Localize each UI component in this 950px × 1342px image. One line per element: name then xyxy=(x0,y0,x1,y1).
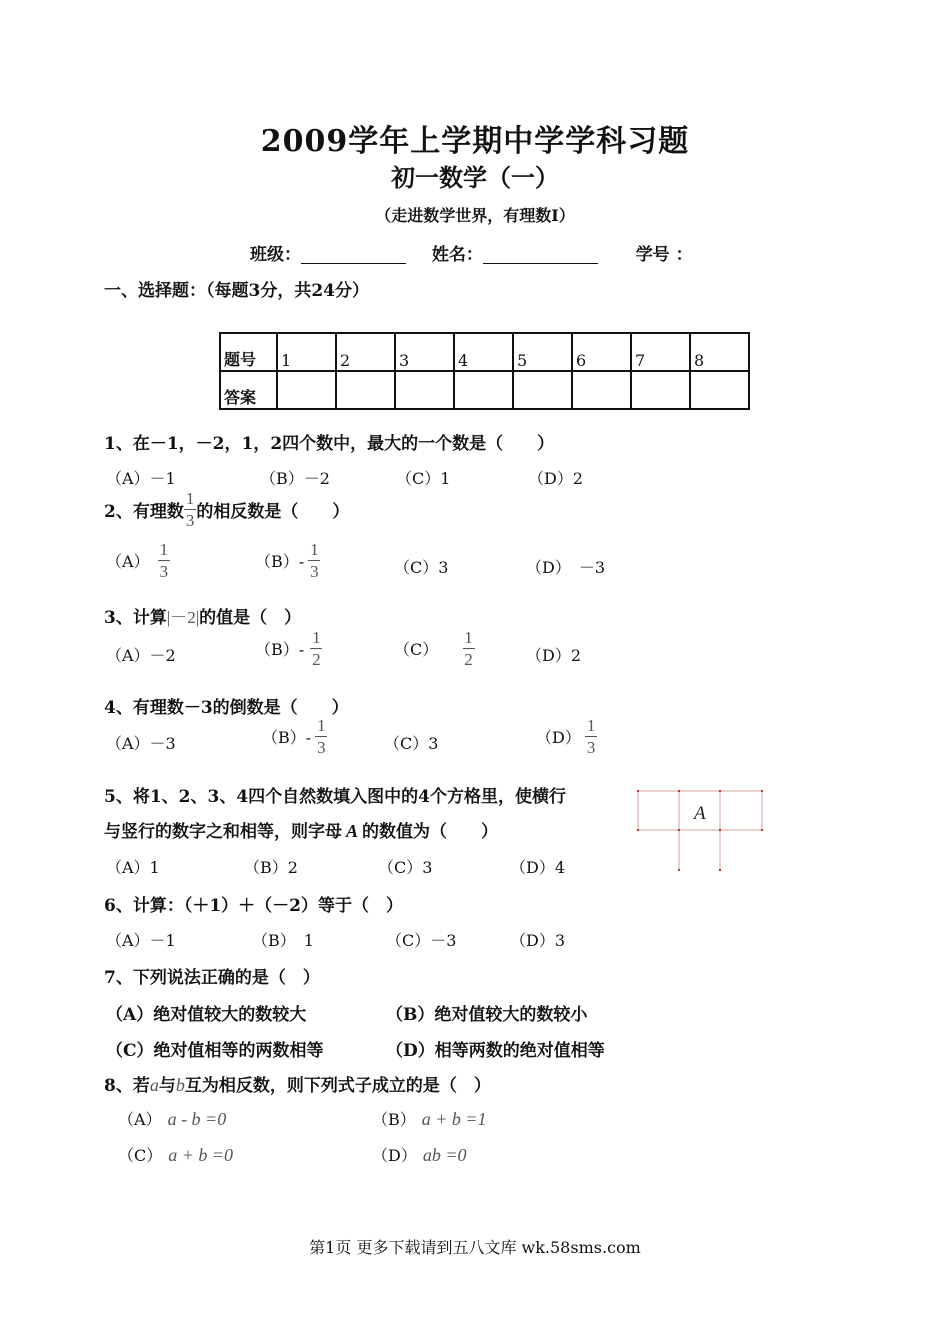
q6-option-b[interactable]: （B） 1 xyxy=(252,931,314,950)
frac-num: 1 xyxy=(464,628,473,647)
q8-option-b[interactable] xyxy=(372,1107,487,1130)
q8-stem-mid: 与 xyxy=(158,1076,176,1096)
q8-option-d-label: （D） xyxy=(372,1146,417,1165)
table-row xyxy=(220,333,749,371)
q6-option-c[interactable]: （C）－3 xyxy=(386,931,457,950)
page-subtitle: 初一数学（一） xyxy=(391,163,559,192)
q8-option-d-expr: ab =0 xyxy=(422,1145,467,1165)
q4-option-c[interactable]: （C）3 xyxy=(384,734,439,753)
q4-option-a[interactable]: （A）－3 xyxy=(106,734,176,753)
section-heading: 一、选择题：（每题3分，共24分） xyxy=(104,281,369,301)
frac-num: 1 xyxy=(159,540,169,559)
frac-den: 3 xyxy=(586,738,596,757)
frac-num: 1 xyxy=(586,716,596,735)
question-7-stem: 7、下列说法正确的是（ ） xyxy=(104,968,320,988)
question-number-cell: 3 xyxy=(395,333,454,371)
answer-cell[interactable] xyxy=(690,371,749,409)
q2-option-b-label: （B）- xyxy=(255,552,305,571)
fraction-one-half xyxy=(462,629,475,668)
q5-option-a[interactable]: （A）1 xyxy=(106,858,160,877)
variable-b: b xyxy=(175,1075,185,1095)
frac-den: 3 xyxy=(317,738,326,757)
question-8-stem xyxy=(104,1071,491,1096)
frac-num: 1 xyxy=(185,489,195,508)
question-number-cell: 6 xyxy=(572,333,631,371)
name-blank[interactable] xyxy=(483,247,598,264)
frac-den: 2 xyxy=(312,650,321,669)
q1-option-b[interactable]: （B）－2 xyxy=(260,469,330,488)
q8-stem-pre: 8、若 xyxy=(104,1076,150,1096)
fraction-one-half xyxy=(310,629,323,668)
q4-option-b[interactable] xyxy=(262,717,328,756)
q7-option-d[interactable]: （D）相等两数的绝对值相等 xyxy=(386,1041,605,1061)
q2-option-a[interactable] xyxy=(106,541,170,580)
frac-den: 3 xyxy=(159,562,169,581)
q7-option-c[interactable]: （C）绝对值相等的两数相等 xyxy=(106,1041,324,1061)
frac-num: 1 xyxy=(317,716,326,735)
answer-cell[interactable] xyxy=(513,371,572,409)
q3-option-c-label: （C） xyxy=(394,640,439,659)
frac-den: 2 xyxy=(464,650,473,669)
q1-option-a[interactable]: （A）－1 xyxy=(106,469,176,488)
q5-option-b[interactable]: （B）2 xyxy=(244,858,298,877)
page-footer: 第1页 更多下载请到五八文库 wk.58sms.com xyxy=(309,1238,641,1257)
question-number-cell: 5 xyxy=(513,333,572,371)
answer-cell[interactable] xyxy=(454,371,513,409)
question-number-cell: 2 xyxy=(336,333,395,371)
q8-option-b-label: （B） xyxy=(372,1110,416,1129)
number-label: 学号 ： xyxy=(635,245,693,265)
q8-stem-post: 互为相反数，则下列式子成立的是（ ） xyxy=(184,1076,491,1096)
q2-option-c[interactable]: （C）3 xyxy=(394,558,449,577)
page-title: 2009学年上学期中学学科习题 xyxy=(260,124,690,159)
q8-option-a-label: （A） xyxy=(118,1110,162,1129)
grid-letter-a: A xyxy=(694,803,706,824)
table-row xyxy=(220,371,749,409)
question-3-stem xyxy=(104,603,301,628)
question-4-stem: 4、有理数－3的倒数是（ ） xyxy=(104,698,349,718)
fraction-one-third xyxy=(184,490,197,529)
q8-option-a-expr: a - b =0 xyxy=(167,1109,227,1129)
variable-a: a xyxy=(149,1075,159,1095)
q8-option-a[interactable] xyxy=(118,1107,226,1130)
q4-option-b-label: （B）- xyxy=(262,728,312,747)
q5-option-c[interactable]: （C）3 xyxy=(378,858,433,877)
fraction-one-third xyxy=(158,541,171,580)
q8-option-b-expr: a + b =1 xyxy=(421,1109,487,1129)
table-header-cell: 答案 xyxy=(220,371,277,409)
answer-table xyxy=(219,332,750,410)
q3-stem-post: 的值是（ ） xyxy=(199,608,302,628)
q4-option-d[interactable] xyxy=(536,717,597,756)
q2-stem-pre: 2、有理数 xyxy=(104,502,184,522)
fraction-one-third xyxy=(585,717,598,756)
q3-stem-pre: 3、计算 xyxy=(104,608,167,628)
answer-cell[interactable] xyxy=(631,371,690,409)
q6-option-d[interactable]: （D）3 xyxy=(510,931,566,950)
student-info xyxy=(250,240,693,265)
letter-a: A xyxy=(346,821,359,841)
q2-option-a-label: （A） xyxy=(106,552,150,571)
fraction-one-third xyxy=(308,541,321,580)
q6-option-a[interactable]: （A）－1 xyxy=(106,931,176,950)
table-header-cell: 题号 xyxy=(220,333,277,371)
q4-option-d-label: （D） xyxy=(536,728,581,747)
q8-option-c[interactable] xyxy=(118,1143,233,1166)
frac-den: 3 xyxy=(185,511,195,530)
q1-option-c[interactable]: （C）1 xyxy=(396,469,451,488)
answer-cell[interactable] xyxy=(395,371,454,409)
grid-figure xyxy=(634,788,766,874)
question-number-cell: 4 xyxy=(454,333,513,371)
q8-option-c-label: （C） xyxy=(118,1146,163,1165)
question-number-cell: 8 xyxy=(690,333,749,371)
q3-option-b-label: （B）- xyxy=(255,640,305,659)
q8-option-c-expr: a + b =0 xyxy=(168,1145,234,1165)
topic-note: （走进数学世界，有理数Ⅰ） xyxy=(375,206,575,225)
frac-den: 3 xyxy=(310,562,319,581)
question-5-stem-line2 xyxy=(104,817,498,842)
q7-option-b[interactable]: （B）绝对值较大的数较小 xyxy=(386,1005,588,1025)
q3-option-d[interactable]: （D）2 xyxy=(526,646,582,665)
class-label: 班级： xyxy=(250,245,301,265)
q2-option-d[interactable]: （D） －3 xyxy=(526,558,606,577)
question-6-stem: 6、计算：（＋1）＋（－2）等于（ ） xyxy=(104,896,403,916)
q1-option-d[interactable]: （D）2 xyxy=(528,469,584,488)
frac-num: 1 xyxy=(312,628,321,647)
question-5-stem-line1: 5、将1、2、3、4四个自然数填入图中的4个方格里，使横行 xyxy=(104,787,566,807)
name-label: 姓名： xyxy=(431,245,483,265)
question-number-cell: 1 xyxy=(277,333,336,371)
question-number-cell: 7 xyxy=(631,333,690,371)
q8-option-d[interactable] xyxy=(372,1143,467,1166)
fraction-one-third xyxy=(315,717,328,756)
q3-option-b[interactable] xyxy=(255,629,323,668)
q2-option-b[interactable] xyxy=(255,541,321,580)
answer-cell[interactable] xyxy=(277,371,336,409)
q5-stem-post: 的数值为（ ） xyxy=(362,822,499,842)
q3-option-c[interactable] xyxy=(394,629,475,668)
answer-cell[interactable] xyxy=(572,371,631,409)
answer-cell[interactable] xyxy=(336,371,395,409)
class-blank[interactable] xyxy=(301,247,406,264)
frac-num: 1 xyxy=(310,540,319,559)
q5-option-d[interactable]: （D）4 xyxy=(510,858,566,877)
q5-stem-pre: 与竖行的数字之和相等，则字母 xyxy=(104,822,342,842)
q2-stem-post: 的相反数是（ ） xyxy=(196,502,350,522)
question-1-stem: 1、在－1，－2，1，2四个数中，最大的一个数是（ ） xyxy=(104,434,555,454)
q7-option-a[interactable]: （A）绝对值较大的数较大 xyxy=(106,1005,307,1025)
q3-option-a[interactable]: （A）－2 xyxy=(106,646,176,665)
question-2-stem xyxy=(104,490,349,529)
abs-value-expression: |－2| xyxy=(166,608,200,627)
